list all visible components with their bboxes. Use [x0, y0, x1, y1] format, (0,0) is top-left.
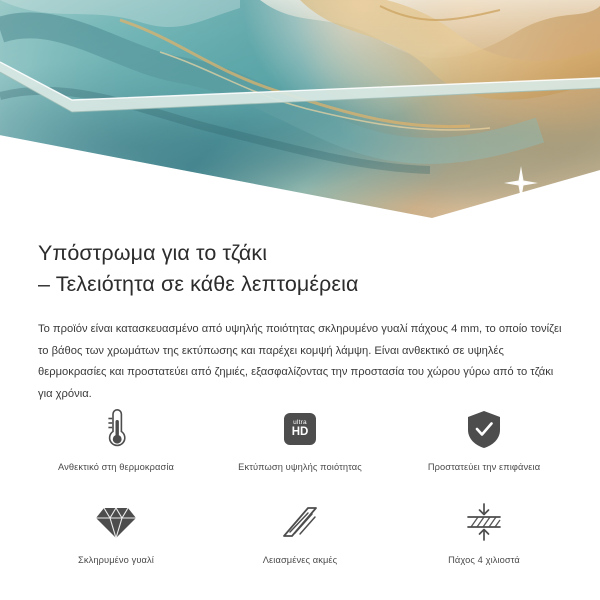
feature-surface-protection	[392, 405, 576, 472]
description-paragraph: Το προϊόν είναι κατασκευασμένο από υψηλής ποιότητας σκληρυμένο γυαλί πάχους 4 mm, το οποίο τονίζει το βάθος των χρωμάτων της εκτύπωσης και παρέχει κομψή λάμψη. Είναι ανθεκτικό σε υψηλές θερμοκρασίες και προστατεύει από ζημιές, εξασφαλίζοντας την προστασία του χώρου γύρω από το τζάκι για χρόνια.	[38, 323, 562, 400]
feature-heat-resistant	[24, 405, 208, 472]
text-content	[0, 218, 600, 405]
feature-grid	[0, 405, 600, 565]
feature-label: Προστατεύει την επιφάνεια	[427, 462, 541, 472]
feature-label: Λειασμένες ακμές	[262, 555, 338, 565]
thickness-arrows-icon	[462, 498, 506, 546]
badge-bottom-text: HD	[291, 426, 309, 438]
smooth-edges-icon	[278, 498, 322, 546]
feature-smooth-edges	[208, 498, 392, 565]
thermometer-icon	[96, 405, 136, 453]
headline-line-1: Υπόστρωμα για το τζάκι	[38, 241, 268, 265]
feature-label: Πάχος 4 χιλιοστά	[448, 555, 520, 565]
feature-tempered-glass	[24, 498, 208, 565]
feature-print-quality	[208, 405, 392, 472]
diamond-icon	[94, 498, 138, 546]
ultra-hd-badge-icon	[284, 405, 316, 453]
glass-edge	[0, 0, 600, 218]
feature-label: Σκληρυμένο γυαλί	[78, 555, 154, 565]
feature-label: Ανθεκτικό στη θερμοκρασία	[58, 462, 174, 472]
hero-image	[0, 0, 600, 218]
feature-label: Εκτύπωση υψηλής ποιότητας	[238, 462, 362, 472]
badge-top-text: ultra	[293, 418, 307, 426]
feature-thickness	[392, 498, 576, 565]
page-title	[38, 238, 562, 300]
shield-check-icon	[463, 405, 505, 453]
headline-line-2: – Τελειότητα σε κάθε λεπτομέρεια	[38, 272, 359, 296]
